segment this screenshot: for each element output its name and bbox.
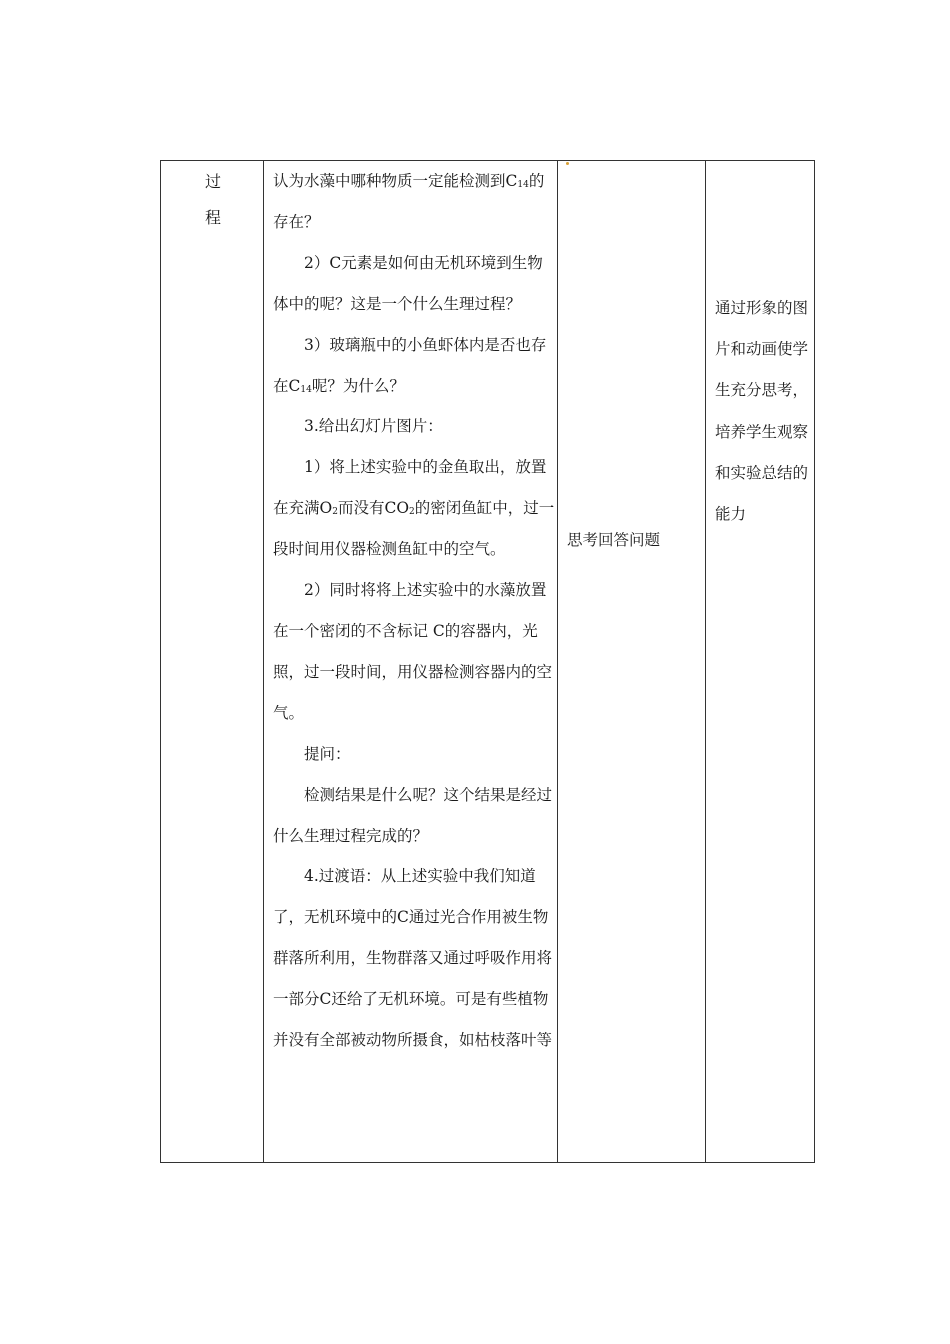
- text-run: 1）将上述实验中的金鱼取出，放置在充满O: [273, 458, 547, 518]
- teacher-activity-text: [273, 161, 555, 1061]
- design-intent-text: 通过形象的图片和动画使学生充分思考，培养学生观察和实验总结的能力: [715, 299, 809, 524]
- text-run: 2）同时将将上述实验中的水藻放置在一个密闭的不含标记 C的容器内，光照，过一段时间，用仪器检测容器内的空气。: [273, 581, 553, 722]
- text-run: 2）C元素是如何由无机环境到生物体中的呢？这是一个什么生理过程？: [273, 253, 543, 313]
- text-run: 提问：: [304, 744, 351, 763]
- student-activity-text: 思考回答问题: [567, 531, 661, 549]
- text-run: 而没有CO: [337, 499, 410, 518]
- student-activity-cell: [558, 161, 705, 1162]
- paragraph: [273, 447, 555, 570]
- subscript: 2: [332, 507, 338, 518]
- teacher-activity-cell: [264, 161, 557, 1162]
- text-run: 4.过渡语：从上述实验中我们知道了，无机环境中的C通过光合作用被生物群落所利用，生物群落又通过呼吸作用将一部分C还给了无机环境。可是有些植物并没有全部被动物所摄食，如枯枝落叶等: [273, 867, 553, 1050]
- text-run: 检测结果是什么呢？这个结果是经过什么生理过程完成的？: [273, 785, 553, 845]
- paragraph: [273, 856, 555, 1061]
- paragraph: [273, 243, 555, 325]
- text-run: 呢？为什么？: [311, 376, 405, 395]
- text-run: 3）玻璃瓶中的小鱼虾体内是否也存在C: [273, 335, 547, 395]
- text-run: 3.给出幻灯片图片：: [304, 417, 443, 436]
- paragraph: [273, 406, 555, 447]
- lesson-table: [160, 160, 815, 1163]
- design-intent-cell: [706, 161, 816, 1162]
- paragraph: [273, 570, 555, 734]
- text-run: 认为水藻中哪种物质一定能检测到C: [273, 172, 518, 190]
- subscript: 2: [409, 507, 415, 518]
- subscript: 14: [517, 180, 529, 190]
- paragraph: [273, 325, 555, 407]
- paragraph: [273, 775, 555, 857]
- stage-cell: [161, 161, 263, 1162]
- mark-dot: [566, 162, 569, 165]
- paragraph: [273, 734, 555, 775]
- subscript: 14: [300, 384, 312, 395]
- paragraph: [273, 161, 555, 243]
- text-run: 的存在？: [273, 172, 545, 231]
- text-run: 的密闭鱼缸中，过一段时间用仪器检测鱼缸中的空气。: [273, 499, 555, 559]
- stage-label: 过 程: [205, 172, 222, 227]
